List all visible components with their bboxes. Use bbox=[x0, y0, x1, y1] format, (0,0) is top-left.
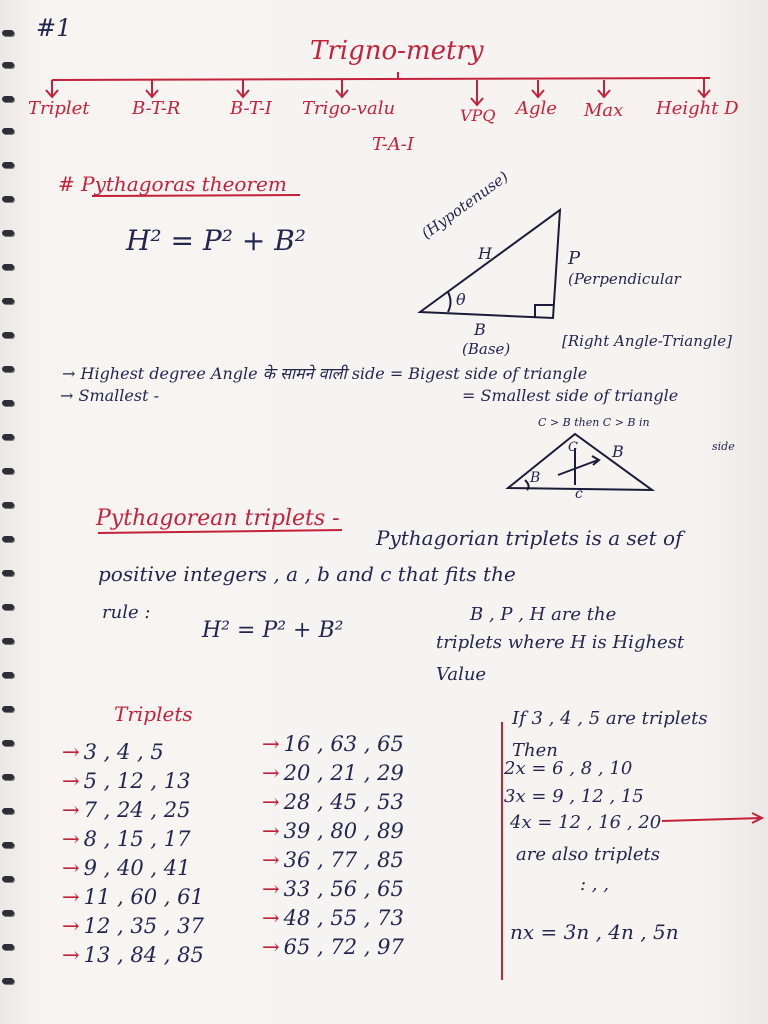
tri2-b-angle: B bbox=[530, 470, 541, 486]
branch-agle: Agle bbox=[516, 98, 557, 119]
base-label: (Base) bbox=[462, 340, 511, 358]
tri2-base-label: c bbox=[575, 486, 583, 502]
arrow-icon: → bbox=[262, 819, 280, 843]
branch-triplet: Triplet bbox=[28, 98, 90, 119]
arrow-icon: → bbox=[62, 827, 80, 851]
arrow-icon: → bbox=[262, 935, 280, 959]
branch-sub-tai: T-A-I bbox=[372, 134, 414, 155]
multiple-row-3x: 3x = 9 , 12 , 15 bbox=[504, 786, 644, 807]
branch-max: Max bbox=[584, 100, 624, 121]
triplet-row: → 13 , 84 , 85 bbox=[62, 943, 204, 967]
triplet-row: → 28 , 45 , 53 bbox=[262, 790, 404, 814]
multiples-then: Then bbox=[512, 740, 558, 761]
triplet-row: → 33 , 56 , 65 bbox=[262, 877, 404, 901]
triplet-row: → 11 , 60 , 61 bbox=[62, 885, 204, 909]
arrow-icon: → bbox=[62, 943, 80, 967]
arrow-icon: → bbox=[62, 769, 80, 793]
arrow-icon: → bbox=[62, 885, 80, 909]
triplet-row: → 5 , 12 , 13 bbox=[62, 769, 191, 793]
right-angle-triangle-note: [Right Angle-Triangle] bbox=[562, 332, 733, 350]
pythagoras-heading: # Pythagoras theorem bbox=[58, 172, 287, 196]
page-title: Trigno-metry bbox=[310, 36, 484, 66]
multiples-intro: If 3 , 4 , 5 are triplets bbox=[512, 708, 708, 729]
rule-highest-angle: → Highest degree Angle के सामने वाली side = Bigest side of triangle bbox=[62, 364, 588, 383]
hypotenuse-label: (Hypotenuse) bbox=[418, 167, 512, 243]
triplets-note-2: triplets where H is Highest bbox=[436, 632, 685, 653]
page-number: #1 bbox=[36, 14, 72, 42]
branch-trigo-value: Trigo-valu bbox=[302, 98, 396, 119]
tri2-c-label: C bbox=[568, 440, 578, 455]
triplets-column-2 bbox=[262, 730, 404, 962]
triplet-row: → 48 , 55 , 73 bbox=[262, 906, 404, 930]
base-letter: B bbox=[474, 320, 486, 339]
triplet-row: → 16 , 63 , 65 bbox=[262, 732, 404, 756]
arrow-icon: → bbox=[62, 856, 80, 880]
arrow-icon: → bbox=[262, 761, 280, 785]
multiples-general: nx = 3n , 4n , 5n bbox=[510, 920, 679, 944]
multiples-also: are also triplets bbox=[516, 844, 660, 865]
small-note-side: side bbox=[712, 440, 735, 453]
arrow-icon: → bbox=[262, 848, 280, 872]
triplets-definition-2: positive integers , a , b and c that fits the bbox=[98, 562, 516, 586]
perpendicular-label: (Perpendicular bbox=[568, 270, 681, 288]
branch-btr: B-T-R bbox=[132, 98, 181, 119]
arrow-icon: → bbox=[262, 732, 280, 756]
triplets-list-heading: Triplets bbox=[114, 702, 193, 726]
triplets-definition-3: rule : bbox=[102, 602, 151, 623]
arrow-icon: → bbox=[62, 740, 80, 764]
branch-vpq: VPQ bbox=[460, 106, 496, 125]
arrow-icon: → bbox=[262, 906, 280, 930]
rule-smallest-right: = Smallest side of triangle bbox=[462, 386, 679, 405]
triplets-note-3: Value bbox=[436, 664, 487, 685]
triplets-note-1: B , P , H are the bbox=[470, 604, 617, 625]
triplet-row: → 3 , 4 , 5 bbox=[62, 740, 164, 764]
arrow-icon: → bbox=[262, 877, 280, 901]
hypotenuse-letter: H bbox=[478, 244, 492, 263]
branch-bti: B-T-I bbox=[230, 98, 272, 119]
theta-label: θ bbox=[456, 290, 466, 309]
triplets-heading: Pythagorean triplets - bbox=[96, 506, 340, 531]
triplet-row: → 9 , 40 , 41 bbox=[62, 856, 191, 880]
multiple-row-4x: 4x = 12 , 16 , 20 bbox=[510, 812, 662, 833]
arrow-icon: → bbox=[262, 790, 280, 814]
multiple-row-2x: 2x = 6 , 8 , 10 bbox=[504, 758, 633, 779]
arrow-icon: → bbox=[62, 798, 80, 822]
small-note-top: C > B then C > B in bbox=[538, 416, 650, 429]
triplet-row: → 20 , 21 , 29 bbox=[262, 761, 404, 785]
rule-smallest-left: → Smallest - bbox=[60, 386, 159, 405]
triplet-row: → 7 , 24 , 25 bbox=[62, 798, 191, 822]
pythagoras-formula: H² = P² + B² bbox=[126, 224, 307, 257]
triplet-row: → 39 , 80 , 89 bbox=[262, 819, 404, 843]
branch-height-distance: Height D bbox=[656, 98, 739, 119]
triplets-column-1 bbox=[62, 738, 204, 970]
perpendicular-letter: P bbox=[568, 248, 581, 269]
triplets-formula: H² = P² + B² bbox=[202, 618, 344, 643]
multiples-dots: : , , bbox=[580, 874, 609, 895]
triplet-row: → 65 , 72 , 97 bbox=[262, 935, 404, 959]
triplets-definition-1: Pythagorian triplets is a set of bbox=[376, 526, 683, 550]
triplet-row: → 8 , 15 , 17 bbox=[62, 827, 191, 851]
tri2-b-label: B bbox=[612, 442, 624, 461]
arrow-icon: → bbox=[62, 914, 80, 938]
triplet-row: → 12 , 35 , 37 bbox=[62, 914, 204, 938]
triplet-row: → 36 , 77 , 85 bbox=[262, 848, 404, 872]
